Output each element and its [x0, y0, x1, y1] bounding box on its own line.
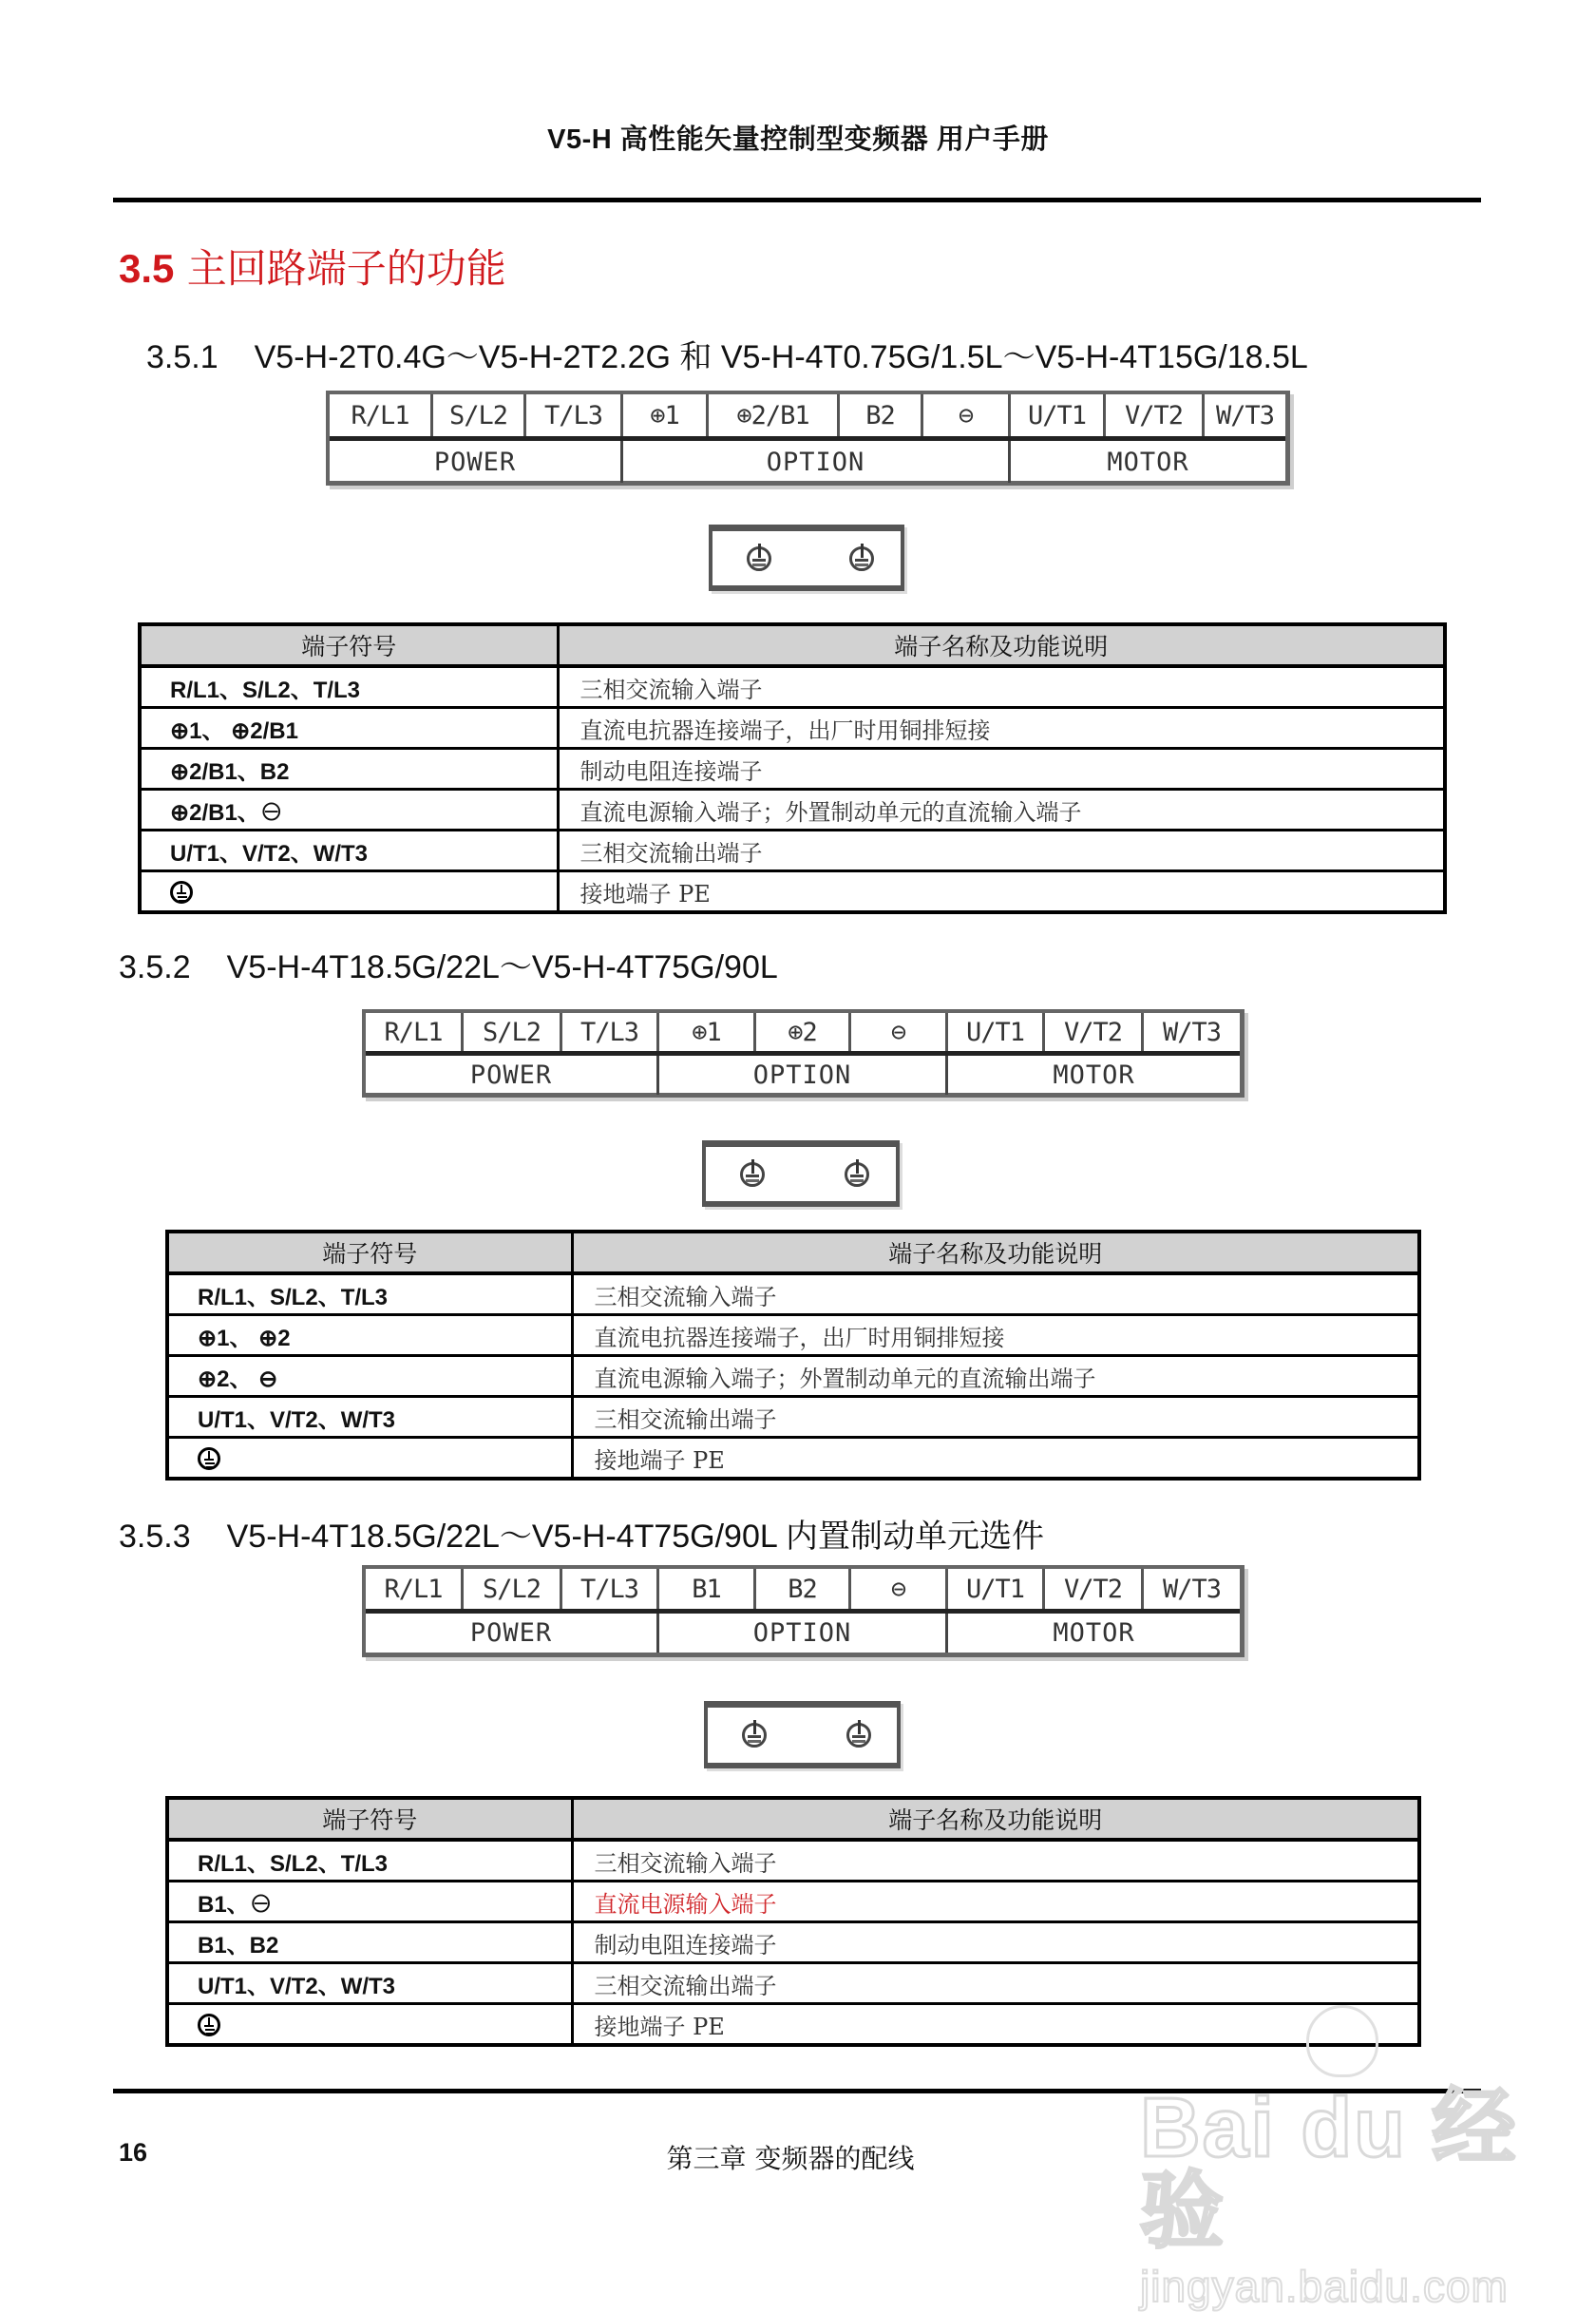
terminal-description: 三相交流输入端子: [558, 666, 1445, 708]
table-row: [167, 1315, 1419, 1356]
table-row: [167, 1438, 1419, 1480]
terminal-s-l2: S/L2: [430, 394, 523, 436]
terminal-function-table: [138, 622, 1447, 914]
terminal-description: 直流电抗器连接端子，出厂时用铜排短接: [558, 708, 1445, 749]
section-title-text: 主回路端子的功能: [186, 245, 506, 292]
header-terminal-description: 端子名称及功能说明: [558, 624, 1445, 666]
subsection-title-text: V5-H-2T0.4G～V5-H-2T2.2G 和 V5-H-4T0.75G/1.5L～V5-H-4T15G/18.5L: [254, 339, 1308, 375]
terminal-strip-diagram: [362, 1565, 1244, 1657]
terminal-plus-2: ⊕2: [753, 1013, 848, 1051]
terminal-u-t1: U/T1: [945, 1013, 1042, 1051]
terminal-w-t3: W/T3: [1141, 1569, 1240, 1609]
subsection-number: 3.5.1: [146, 339, 218, 375]
terminal-description: 三相交流输出端子: [572, 1963, 1419, 2004]
group-row: [366, 1056, 1240, 1095]
ground-screw-icon: [747, 546, 771, 571]
table-row: [140, 666, 1445, 708]
terminal-t-l3: T/L3: [523, 394, 620, 436]
ground-screw-icon: [740, 1162, 765, 1187]
terminal-symbol: R/L1、S/L2、T/L3: [140, 666, 558, 708]
subsection-title-3-5-1: [146, 331, 1308, 377]
terminal-minus: ⊖: [848, 1569, 945, 1609]
terminal-strip-diagram: [362, 1009, 1244, 1098]
subsection-title-text: V5-H-4T18.5G/22L～V5-H-4T75G/90L 内置制动单元选件: [226, 1519, 1044, 1555]
terminal-function-table: [165, 1230, 1421, 1481]
group-motor: MOTOR: [1008, 441, 1285, 483]
terminal-symbol: ⊕2/B1、B2: [140, 749, 558, 790]
terminal-symbol: R/L1、S/L2、T/L3: [167, 1840, 572, 1882]
terminal-description: 三相交流输出端子: [558, 831, 1445, 871]
group-power: POWER: [433, 447, 517, 477]
terminal-r-l1: R/L1: [384, 1017, 443, 1047]
subsection-title-text: V5-H-4T18.5G/22L～V5-H-4T75G/90L: [226, 949, 778, 985]
terminal-u-t1: U/T1: [945, 1569, 1042, 1609]
terminal-description: 三相交流输入端子: [572, 1840, 1419, 1882]
table-header-row: [167, 1232, 1419, 1273]
terminal-row: [366, 1013, 1240, 1056]
footer-chapter-text: 第三章 变频器的配线: [666, 2143, 915, 2174]
terminal-w-t3: W/T3: [1202, 394, 1285, 436]
terminal-strip-diagram: [326, 391, 1290, 486]
terminal-description: 三相交流输出端子: [572, 1397, 1419, 1438]
ground-terminal-box: [704, 1701, 901, 1768]
subsection-title-3-5-3: [119, 1510, 1044, 1557]
table-row: [167, 1882, 1419, 1922]
terminal-description: 直流电源输入端子；外置制动单元的直流输出端子: [572, 1356, 1419, 1397]
terminal-b2: B2: [753, 1569, 848, 1609]
baidu-paw-icon: [1306, 2005, 1378, 2077]
table-row: [167, 1922, 1419, 1963]
subsection-number: 3.5.3: [119, 1519, 191, 1555]
terminal-symbol: U/T1、V/T2、W/T3: [140, 831, 558, 871]
terminal-minus: ⊖: [921, 394, 1008, 436]
header-rule: [113, 198, 1481, 202]
terminal-function-table: [165, 1796, 1421, 2047]
group-option: OPTION: [656, 1056, 945, 1095]
terminal-plus-1: ⊕1: [620, 394, 706, 436]
header-terminal-symbol: 端子符号: [140, 624, 558, 666]
terminal-description: 直流电源输入端子；外置制动单元的直流输入端子: [558, 790, 1445, 831]
terminal-symbol: ⊕2、 ⊖: [167, 1356, 572, 1397]
ground-terminal-box: [709, 525, 904, 591]
group-motor: MOTOR: [945, 1614, 1240, 1653]
terminal-symbol: ⊕2/B1、⊖: [140, 790, 558, 831]
ground-screw-icon: [846, 1723, 871, 1748]
header-terminal-description: 端子名称及功能说明: [572, 1798, 1419, 1840]
group-row: [330, 441, 1285, 483]
table-header-row: [140, 624, 1445, 666]
terminal-u-t1: U/T1: [1008, 394, 1103, 436]
page-number: 16: [119, 2138, 148, 2167]
header-terminal-symbol: 端子符号: [167, 1798, 572, 1840]
group-motor: MOTOR: [945, 1056, 1240, 1095]
running-header: V5-H 高性能矢量控制型变频器 用户手册: [547, 124, 1049, 155]
section-number: 3.5: [119, 246, 175, 291]
group-row: [366, 1614, 1240, 1653]
terminal-symbol: B1、⊖: [167, 1882, 572, 1922]
terminal-symbol: [167, 2004, 572, 2046]
terminal-symbol: [167, 1438, 572, 1480]
group-option: OPTION: [656, 1614, 945, 1653]
table-row: [167, 1356, 1419, 1397]
terminal-symbol: ⊕1、 ⊕2/B1: [140, 708, 558, 749]
terminal-symbol: U/T1、V/T2、W/T3: [167, 1397, 572, 1438]
subsection-title-3-5-2: [119, 941, 778, 987]
table-row: [167, 1963, 1419, 2004]
earth-ground-icon: [198, 1447, 220, 1470]
terminal-symbol: U/T1、V/T2、W/T3: [167, 1963, 572, 2004]
terminal-v-t2: V/T2: [1103, 394, 1202, 436]
terminal-s-l2: S/L2: [461, 1013, 560, 1051]
ground-terminal-box: [702, 1140, 900, 1207]
header-terminal-symbol: 端子符号: [167, 1232, 572, 1273]
baidu-watermark: [1140, 2043, 1520, 2311]
terminal-description: 三相交流输入端子: [572, 1273, 1419, 1315]
table-row: [140, 831, 1445, 871]
earth-ground-icon: [170, 881, 193, 904]
terminal-symbol: R/L1、S/L2、T/L3: [167, 1273, 572, 1315]
ground-screw-icon: [742, 1723, 767, 1748]
group-power: POWER: [469, 1618, 553, 1648]
table-row: [167, 1273, 1419, 1315]
terminal-r-l1: R/L1: [384, 1574, 443, 1604]
table-row: [140, 871, 1445, 913]
terminal-description: 接地端子 PE: [572, 1438, 1419, 1480]
table-row: [140, 749, 1445, 790]
watermark-url: jingyan.baidu.com: [1140, 2262, 1509, 2311]
table-row: [167, 1840, 1419, 1882]
terminal-symbol: B1、B2: [167, 1922, 572, 1963]
table-row: [167, 1397, 1419, 1438]
terminal-plus-2-b1: ⊕2/B1: [706, 394, 837, 436]
terminal-description: 接地端子 PE: [572, 2004, 1419, 2046]
ground-screw-icon: [845, 1162, 869, 1187]
terminal-description-highlighted: 直流电源输入端子: [572, 1882, 1419, 1922]
terminal-r-l1: R/L1: [351, 400, 409, 430]
terminal-b1: B1: [656, 1569, 753, 1609]
terminal-plus-1: ⊕1: [656, 1013, 753, 1051]
terminal-s-l2: S/L2: [461, 1569, 560, 1609]
terminal-minus: ⊖: [848, 1013, 945, 1051]
terminal-t-l3: T/L3: [560, 1013, 656, 1051]
terminal-description: 直流电抗器连接端子，出厂时用铜排短接: [572, 1315, 1419, 1356]
earth-ground-icon: [198, 2014, 220, 2036]
group-power: POWER: [469, 1060, 553, 1090]
section-title: [119, 238, 506, 295]
ground-screw-icon: [849, 546, 874, 571]
table-header-row: [167, 1798, 1419, 1840]
terminal-v-t2: V/T2: [1042, 1013, 1141, 1051]
group-option: OPTION: [620, 441, 1008, 483]
table-row: [167, 2004, 1419, 2046]
terminal-description: 制动电阻连接端子: [572, 1922, 1419, 1963]
terminal-description: 接地端子 PE: [558, 871, 1445, 913]
table-row: [140, 790, 1445, 831]
terminal-description: 制动电阻连接端子: [558, 749, 1445, 790]
terminal-symbol: [140, 871, 558, 913]
terminal-w-t3: W/T3: [1141, 1013, 1240, 1051]
header-terminal-description: 端子名称及功能说明: [572, 1232, 1419, 1273]
terminal-t-l3: T/L3: [560, 1569, 656, 1609]
watermark-brand: Bai du 经验: [1140, 2080, 1518, 2258]
table-row: [140, 708, 1445, 749]
terminal-v-t2: V/T2: [1042, 1569, 1141, 1609]
terminal-symbol: ⊕1、 ⊕2: [167, 1315, 572, 1356]
subsection-number: 3.5.2: [119, 949, 191, 985]
terminal-row: [330, 394, 1285, 441]
terminal-b2: B2: [837, 394, 921, 436]
terminal-row: [366, 1569, 1240, 1614]
